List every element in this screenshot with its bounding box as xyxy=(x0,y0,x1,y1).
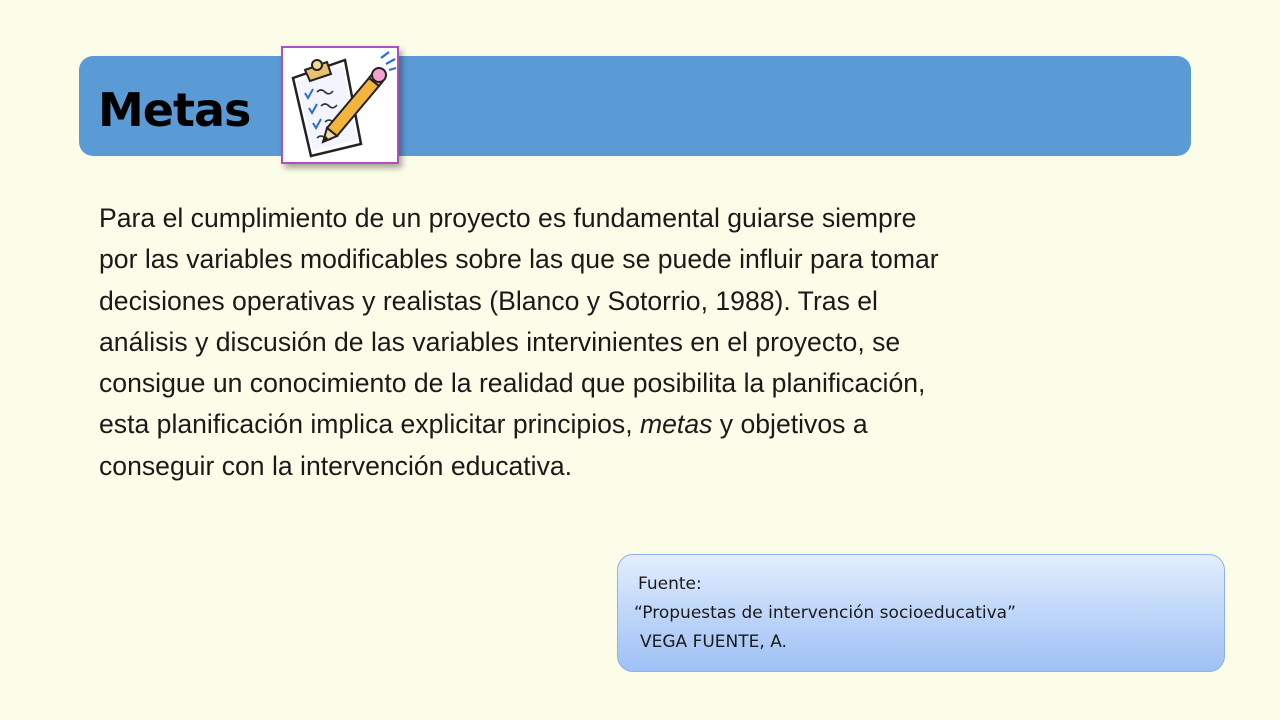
source-work-title: “Propuestas de intervención socioeducativa” xyxy=(634,603,1016,623)
paragraph-line: conseguir con la intervención educativa. xyxy=(99,450,573,481)
source-label: Fuente: xyxy=(638,574,702,594)
body-paragraph xyxy=(99,198,1199,487)
paragraph-line: análisis y discusión de las variables intervinientes en el proyecto, se xyxy=(99,326,901,357)
slide-title: Metas xyxy=(98,83,251,137)
emphasized-word: metas xyxy=(639,409,713,440)
paragraph-line: por las variables modificables sobre las que se puede influir para tomar xyxy=(99,244,939,275)
source-author: VEGA FUENTE, A. xyxy=(640,632,787,652)
paragraph-line: decisiones operativas y realistas (Blanco y Sotorrio, 1988). Tras el xyxy=(99,285,878,316)
paragraph-line xyxy=(99,404,1199,445)
paragraph-line: Para el cumplimiento de un proyecto es fundamental guiarse siempre xyxy=(99,203,917,233)
paragraph-fragment: esta planificación implica explicitar principios, xyxy=(99,409,640,440)
clipboard-checklist-pencil-icon xyxy=(281,46,399,164)
paragraph-line: consigue un conocimiento de la realidad que posibilita la planificación, xyxy=(99,368,926,399)
paragraph-fragment: y objetivos a xyxy=(712,409,868,440)
source-citation-box xyxy=(617,554,1225,672)
